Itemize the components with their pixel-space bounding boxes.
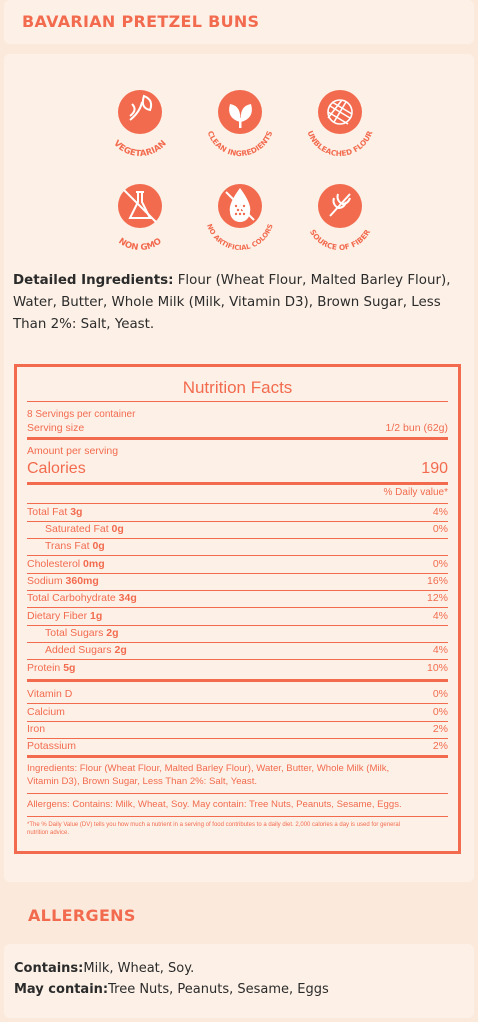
vitamin-row-iron: Iron 2%	[27, 723, 448, 735]
servings-per-container: 8 Servings per container	[27, 409, 136, 420]
nutrient-row-dietary-fiber: Dietary Fiber 1g 4%	[27, 610, 448, 622]
nutrition-facts-panel	[14, 364, 461, 854]
allergens-title: ALLERGENS	[28, 906, 136, 925]
nutrient-row-sodium: Sodium 360mg 16%	[27, 575, 448, 587]
nf-footnote-line-2: nutrition advice.	[27, 830, 70, 836]
calories-row: Calories 190	[27, 460, 448, 477]
clean-ingredients-badge	[192, 82, 288, 178]
divider	[27, 482, 448, 485]
badge-label: NO ARTIFICIAL COLORS	[205, 222, 275, 253]
nf-ingredients-line-1: Ingredients: Flour (Wheat Flour, Malted Barley Flour), Water, Butter, Whole Milk (Milk,	[27, 763, 390, 774]
nutrient-row-protein: Protein 5g 10%	[27, 662, 448, 674]
nf-footnote-line-1: *The % Daily Value (DV) tells you how much a nutrient in a serving of food contributes to a daily diet. 2,000 calories a day is used for general	[27, 822, 401, 828]
nf-allergens-line: Allergens: Contains: Milk, Wheat, Soy. May contain: Tree Nuts, Peanuts, Sesame, Eggs.	[27, 799, 402, 810]
badge-label: VEGETARIAN	[111, 138, 169, 160]
serving-size-row: Serving size 1/2 bun (62g)	[27, 422, 448, 434]
may-contain-row: May contain:Tree Nuts, Peanuts, Sesame, Eggs	[14, 982, 329, 997]
divider	[27, 401, 448, 402]
contains-row: Contains:Milk, Wheat, Soy.	[14, 961, 195, 976]
badge-label: NON GMO	[116, 236, 164, 254]
vitamin-row-potassium: Potassium 2%	[27, 740, 448, 752]
detailed-ingredients-value: Flour (Wheat Flour, Malted Barley Flour), Water, Butter, Whole Milk (Milk, Vitamin D3), Brown Sugar, Less Than 2%: Salt, Yeast.	[13, 273, 451, 332]
vitamin-row-vitamin-d: Vitamin D 0%	[27, 688, 448, 700]
nutrition-facts-title: Nutrition Facts	[182, 378, 293, 397]
badge-label: UNBLEACHED FLOUR	[305, 129, 375, 159]
nutrient-row-saturated-fat: Saturated Fat 0g 0%	[45, 523, 448, 535]
page-title: BAVARIAN PRETZEL BUNS	[22, 12, 260, 31]
svg-text:VEGETARIAN	[111, 139, 168, 160]
nutrient-row-total-sugars: Total Sugars 2g	[45, 627, 119, 639]
daily-value-header: % Daily value*	[383, 487, 448, 498]
unbleached-flour-badge	[292, 82, 388, 178]
non-gmo-badge	[92, 176, 188, 272]
source-of-fiber-badge	[292, 176, 388, 272]
divider	[27, 437, 448, 440]
amount-per-serving: Amount per serving	[27, 445, 119, 457]
vitamin-row-calcium: Calcium 0%	[27, 706, 448, 718]
badges-grid	[92, 82, 392, 262]
divider	[27, 503, 448, 504]
nutrient-row-total-carbohydrate: Total Carbohydrate 34g 12%	[27, 592, 448, 604]
badge-label: CLEAN INGREDIENTS	[205, 129, 275, 159]
nutrient-row-total-fat: Total Fat 3g 4%	[27, 506, 448, 518]
detailed-ingredients-label: Detailed Ingredients:	[13, 273, 174, 288]
no-artificial-colors-badge	[192, 176, 288, 272]
badge-label: SOURCE OF FIBER	[307, 227, 373, 253]
nutrient-row-trans-fat: Trans Fat 0g	[45, 540, 105, 552]
nutrient-row-cholesterol: Cholesterol 0mg 0%	[27, 558, 448, 570]
allergens-list	[14, 958, 329, 1000]
svg-text:NON GMO	[116, 236, 163, 253]
svg-text:SOURCE OF FIBER	[308, 228, 372, 253]
vegetarian-badge	[92, 82, 188, 178]
nutrient-row-added-sugars: Added Sugars 2g 4%	[45, 644, 448, 656]
detailed-ingredients	[13, 270, 468, 336]
nf-ingredients-line-2: Vitamin D3), Brown Sugar, Less Than 2%: Salt, Yeast.	[27, 776, 258, 787]
